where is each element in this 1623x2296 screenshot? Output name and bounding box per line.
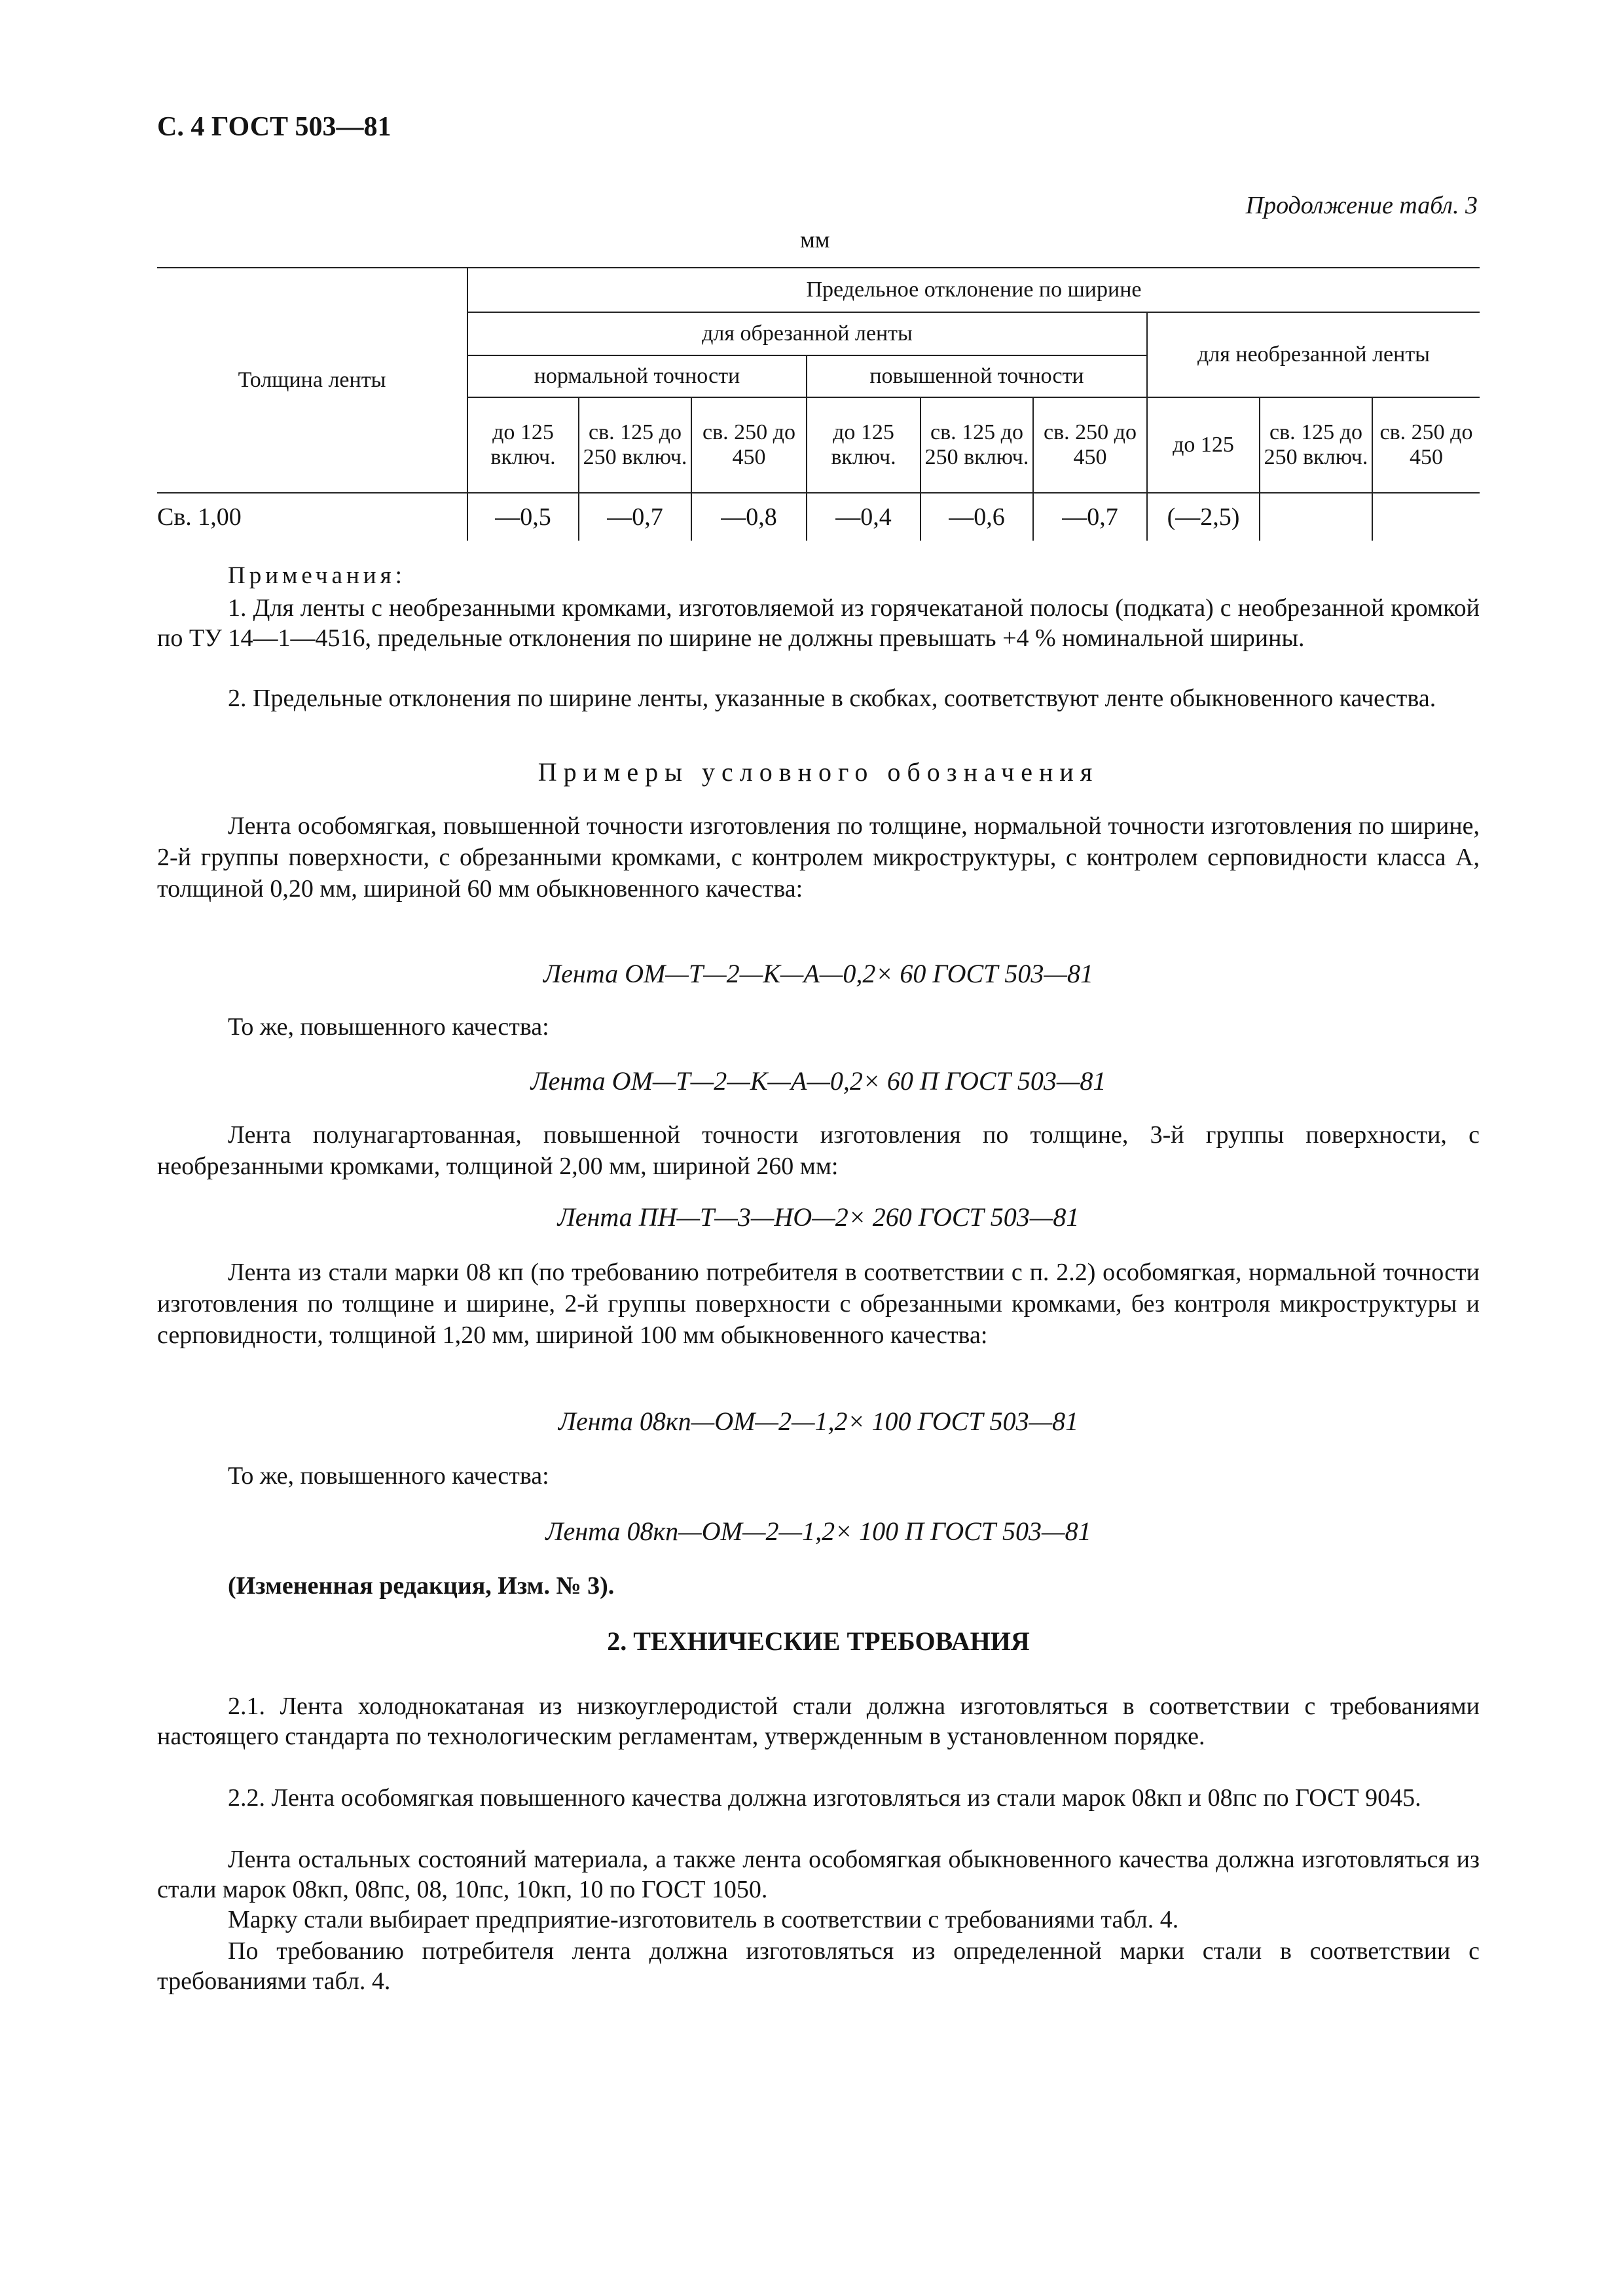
subheader-cell: св. 250 до 450 xyxy=(691,397,807,493)
value-cell: —0,8 xyxy=(691,493,807,541)
subheader-cell: до 125 включ. xyxy=(807,397,921,493)
value-cell: (—2,5) xyxy=(1147,493,1260,541)
value-cell xyxy=(1372,493,1480,541)
header-untrimmed: для необрезанной ленты xyxy=(1147,312,1480,397)
value-cell xyxy=(1260,493,1372,541)
section-title: 2. ТЕХНИЧЕСКИЕ ТРЕБОВАНИЯ xyxy=(607,1626,1030,1656)
subheader-cell: св. 125 до 250 включ. xyxy=(1260,397,1372,493)
header-deviation: Предельное отклонение по ширине xyxy=(467,268,1480,312)
row-label: Св. 1,00 xyxy=(157,493,467,541)
value-cell: —0,4 xyxy=(807,493,921,541)
subheader-cell: св. 250 до 450 xyxy=(1372,397,1480,493)
example-1-text: Лента особомягкая, повышенной точности изготовления по толщине, нормальной точности изготовления по ширине, 2-й группы поверхности, с обрезанными кромками, с контролем микроструктуры, с контролем серповидности класса А, толщиной 0,20 мм, шириной 60 мм обыкновенного качества: xyxy=(157,812,1480,903)
value-cell: —0,7 xyxy=(579,493,691,541)
example-3b-formula: Лента 08кп—ОМ—2—1,2× 100 П ГОСТ 503—81 xyxy=(545,1516,1091,1546)
same-quality-1: То же, повышенного качества: xyxy=(228,1013,549,1041)
example-2-text: Лента полунагартованная, повышенной точности изготовления по толщине, 3-й группы поверхности, с необрезанными кромками, толщиной 2,00 мм, шириной 260 мм: xyxy=(157,1121,1480,1180)
notes-title: Примечания: xyxy=(228,562,406,589)
clause-2-2-b: Лента остальных состояний материала, а также лента особомягкая обыкновенного качества должна изготовляться из стали марок 08кп, 08пс, 08, 10пс, 10кп, 10 по ГОСТ 1050. xyxy=(157,1846,1480,1903)
value-cell: —0,7 xyxy=(1033,493,1147,541)
table-unit: мм xyxy=(800,226,830,253)
subheader-cell: св. 250 до 450 xyxy=(1033,397,1147,493)
value-cell: —0,5 xyxy=(467,493,579,541)
table-continuation-label: Продолжение табл. 3 xyxy=(1245,192,1478,219)
width-deviation-table xyxy=(157,267,1480,541)
header-increased-accuracy: повышенной точности xyxy=(807,355,1147,397)
example-3-text: Лента из стали марки 08 кп (по требованию потребителя в соответствии с п. 2.2) особомягкая, нормальной точности изготовления по толщине и ширине, 2-й группы поверхности с обрезанными кромками, без контроля микроструктуры и серповидности, толщиной 1,20 мм, шириной 100 мм обыкновенного качества: xyxy=(157,1259,1480,1349)
header-trimmed: для обрезанной ленты xyxy=(467,312,1147,355)
note-1: 1. Для ленты с необрезанными кромками, изготовляемой из горячекатаной полосы (подката) с необрезанной кромкой по ТУ 14—1—4516, предельные отклонения по ширине не должны превышать +4 % номинальной ширины. xyxy=(157,594,1480,652)
clause-2-2-d: По требованию потребителя лента должна изготовляться из определенной марки стали в соответствии с требованиями табл. 4. xyxy=(157,1937,1480,1995)
amended-note: (Измененная редакция, Изм. № 3). xyxy=(228,1572,615,1600)
subheader-cell: до 125 xyxy=(1147,397,1260,493)
same-quality-2: То же, повышенного качества: xyxy=(228,1462,549,1490)
page-header: С. 4 ГОСТ 503—81 xyxy=(157,112,392,142)
subheader-cell: до 125 включ. xyxy=(467,397,579,493)
example-1b-formula: Лента ОМ—Т—2—К—А—0,2× 60 П ГОСТ 503—81 xyxy=(530,1066,1106,1096)
subheader-cell: св. 125 до 250 включ. xyxy=(921,397,1033,493)
subheader-cell: св. 125 до 250 включ. xyxy=(579,397,691,493)
example-1-formula: Лента ОМ—Т—2—К—А—0,2× 60 ГОСТ 503—81 xyxy=(543,959,1093,988)
value-cell: —0,6 xyxy=(921,493,1033,541)
examples-title: Примеры условного обозначения xyxy=(538,757,1099,787)
header-thickness: Толщина ленты xyxy=(157,268,467,493)
example-2-formula: Лента ПН—Т—3—НО—2× 260 ГОСТ 503—81 xyxy=(557,1202,1080,1232)
example-3-formula: Лента 08кп—ОМ—2—1,2× 100 ГОСТ 503—81 xyxy=(558,1407,1079,1436)
header-normal-accuracy: нормальной точности xyxy=(467,355,807,397)
clause-2-1: 2.1. Лента холоднокатаная из низкоуглеродистой стали должна изготовляться в соответствии с требованиями настоящего стандарта по технологическим регламентам, утвержденным в установленном порядке. xyxy=(157,1693,1480,1750)
note-2: 2. Предельные отклонения по ширине ленты, указанные в скобках, соответствуют ленте обыкновенного качества. xyxy=(228,685,1436,712)
clause-2-2: 2.2. Лента особомягкая повышенного качества должна изготовляться из стали марок 08кп и 08пс по ГОСТ 9045. xyxy=(228,1784,1421,1812)
clause-2-2-c: Марку стали выбирает предприятие-изготовитель в соответствии с требованиями табл. 4. xyxy=(228,1906,1179,1933)
